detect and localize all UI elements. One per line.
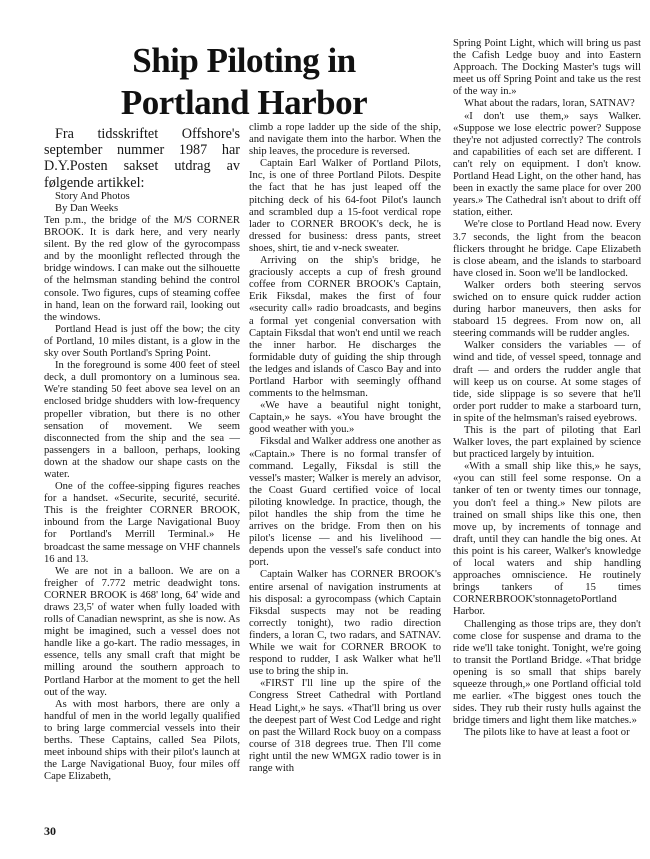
text-column-1	[44, 126, 240, 783]
paragraph: «We have a beautiful night tonight, Captain,» he says. «You have brought the good weather with you.»	[249, 400, 441, 436]
paragraph: We are not in a balloon. We are on a freigher of 7.772 metric deadwight tons. CORNER BROOK is 468' long, 64' wide and draws 23,5' of water when fully loaded with rolls of Canadian newsprint, as she is now. As might be imagined, such a vessel does not handle like a go-kart. The radio messages, in essence, tells any small craft that might be milling around the southern approach to Portland Harbor at the moment to get the hell out of the way.	[44, 565, 240, 698]
paragraph: The pilots like to have at least a foot or	[464, 727, 630, 739]
text-column-3	[453, 38, 641, 739]
paragraph: What about the radars, loran, SATNAV?	[464, 98, 635, 110]
paragraph: Challenging as those trips are, they don't come close for suspense and drama to the ride we'll take tonight. Tonight, we're going to transit the Portland Bridge. «That bridge opening is so small that ships barely squeeze through,» one Portland official told me earlier. «The biggest ones touch the sides. They rub their rusty hulls against the bridge timers and light them like matches.»	[453, 618, 641, 727]
article-intro: Fra tidsskriftet Offshore's september nummer 1987 har D.Y.Posten sakset utdrag av følgende artikkel:	[44, 126, 240, 191]
paragraph: Fiksdal and Walker address one another as «Captain.» There is no formal transfer of command. Legally, Fiksdal is still the vessel's master; Walker is merely an advisor, the Coast Guard certified voice of local piloting knowledge. In practice, though, the pilot handles the ship from the time he arrives on the bridge. From then on his pilot's license — and his livelihood — depends upon the vessel's safe conduct into port.	[249, 436, 441, 569]
paragraph: Spring Point Light, which will bring us past the Cafish Ledge buoy and into Eastern Approach. The Docking Master's tugs will meet us off Spring Point and take us the rest of the way in.»	[453, 38, 641, 98]
text-column-2	[249, 122, 441, 775]
paragraph: climb a rope ladder up the side of the ship, and navigate them into the harbor. When the ship leaves, the procedure is reversed.	[249, 122, 441, 158]
paragraph: «I don't use them,» says Walker. «Suppose we lose electric power? Suppose they're not adjusted correctly? The controls and capabilities of each set are different. I can't rely on equipment. I don't know. Portland Head Light, on the other hand, has been in exactly the same place for over 200 years.» The Cathedral isn't about to drift off station, either.	[453, 110, 641, 219]
paragraph: «FIRST I'll line up the spire of the Congress Street Cathedral with Portland Head Light,» he says. «That'll bring us over the deepest part of West Cod Ledge and right on past the Willard Rock buoy on a compass course of 318 degrees true. Then I'll come right until the new WMGX radio tower is in range with	[249, 678, 441, 774]
byline-line: Story And Photos	[55, 190, 130, 202]
paragraph: Walker orders both steering servos swiched on to ensure quick rudder action during harbor maneuvers, then asks for staboard 15 degrees. From now on, all steering commands will be rudder angles.	[453, 279, 641, 340]
article-title	[40, 40, 448, 124]
paragraph: Arriving on the ship's bridge, he graciously accepts a cup of fresh ground coffee from CORNER BROOK's Captain, Erik Fiksdal, makes the first of four «security call» radio broadcasts, and begins a formal yet congenial conversation with Captain Fiksdal that won't end until we reach the inner harbor. He discharges the formidable duty of guiding the ship through the ledges and islands of Casco Bay and into Portland Harbor with seemingly offhand comments to the helmsman.	[249, 255, 441, 400]
paragraph: Captain Earl Walker of Portland Pilots, Inc, is one of three Portland Pilots. Despite the fact that he has just leaped off the pitching deck of his 64-foot Pilot's launch and scrambled dup a 15-foot verdical rope lader to CORNER BROOK's deck, he is dressed for business: dress pants, street shoes, shirt, tie and v-neck sweater.	[249, 158, 441, 254]
paragraph: In the foreground is some 400 feet of steel deck, a dull promontory on a luminous sea. We're standing 50 feet above sea level on an enclosed bridge shudders with low-frequency propeller vibration, but there is no other sensation of movement. We seem disconnected from the ship and the sea — passengers in a balloon, perhaps, looking down at the shadow our shape casts on the water.	[44, 360, 240, 480]
page-number: 30	[44, 824, 56, 838]
title-line: Ship Piloting in	[132, 41, 356, 80]
paragraph: We're close to Portland Head now. Every 3.7 seconds, the light from the beacon flickers throught he bridge. Cape Elizabeth is close abeam, and the islands to starboard have closed in. Soon we'll be landlocked.	[453, 219, 641, 279]
paragraph: Ten p.m., the bridge of the M/S CORNER BROOK. It is dark here, and very nearly silent. By the red glow of the gyrocompass and by the moonlight reflected through the bridge windows. I can make out the silhouette of the helmsman standing behind the control console. Two figures, cups of steaming coffee in hand, lean on the forward rail, looking out the windows.	[44, 215, 240, 323]
paragraph: This is the part of piloting that Earl Walker loves, the part explained by science but practiced largely by intuition.	[453, 425, 641, 461]
title-line: Portland Harbor	[120, 83, 368, 122]
paragraph: «With a small ship like this,» he says, «you can still feel some response. On a tanker of ten or twenty times our tonnage, you don't feel a thing.» New pilots are trained on small ships like this one, then move up, by increments of tonnage and draft, until they can handle the big ones. At this point is his career, Walker's knowledge of local waters and ship handling approaches omniscience. He routinely brings tankers of 15 times CORNERBROOK'stonnagetoPortland Harbor.	[453, 461, 641, 618]
byline-author: By Dan Weeks	[55, 202, 119, 214]
paragraph: Walker considers the variables — of wind and tide, of vessel speed, tonnage and draft — and orders the rudder angle that will keep us on course. At some stages of tide, side slippage is so severe that he'll order port rudder to make a starboard turn, in spite of the helmsman's raised eyebrows.	[453, 340, 641, 424]
paragraph: One of the coffee-sipping figures reaches for a handset. «Securite, securité, securité. This is the freighter CORNER BROOK, inbound from the Large Navigational Buoy for Portland's Merrill Terminal.» He broadcast the same message on VHF channels 16 and 13.	[44, 481, 240, 565]
paragraph: Portland Head is just off the bow; the city of Portland, 10 miles distant, is a glow in the sky over South Portland's Spring Point.	[44, 323, 240, 360]
paragraph: As with most harbors, there are only a handful of men in the world legally qualified to bring large commercial vessels into their berths. These Captains, called Sea Pilots, meet inbound ships with their pilot's launch at the Large Navigational Buoy, four miles off Cape Elizabeth,	[44, 698, 240, 783]
paragraph: Captain Walker has CORNER BROOK's entire arsenal of navigation instruments at his disposal: a gyrocompass (which Captain Fiksdal suspects may not be reading correctly tonight), two radio direction finders, a loran C, two radars, and SATNAV. While we wait for CORNER BROOK to respond to rudder, I ask Walker what he'll use to bring the ship in.	[249, 569, 441, 678]
